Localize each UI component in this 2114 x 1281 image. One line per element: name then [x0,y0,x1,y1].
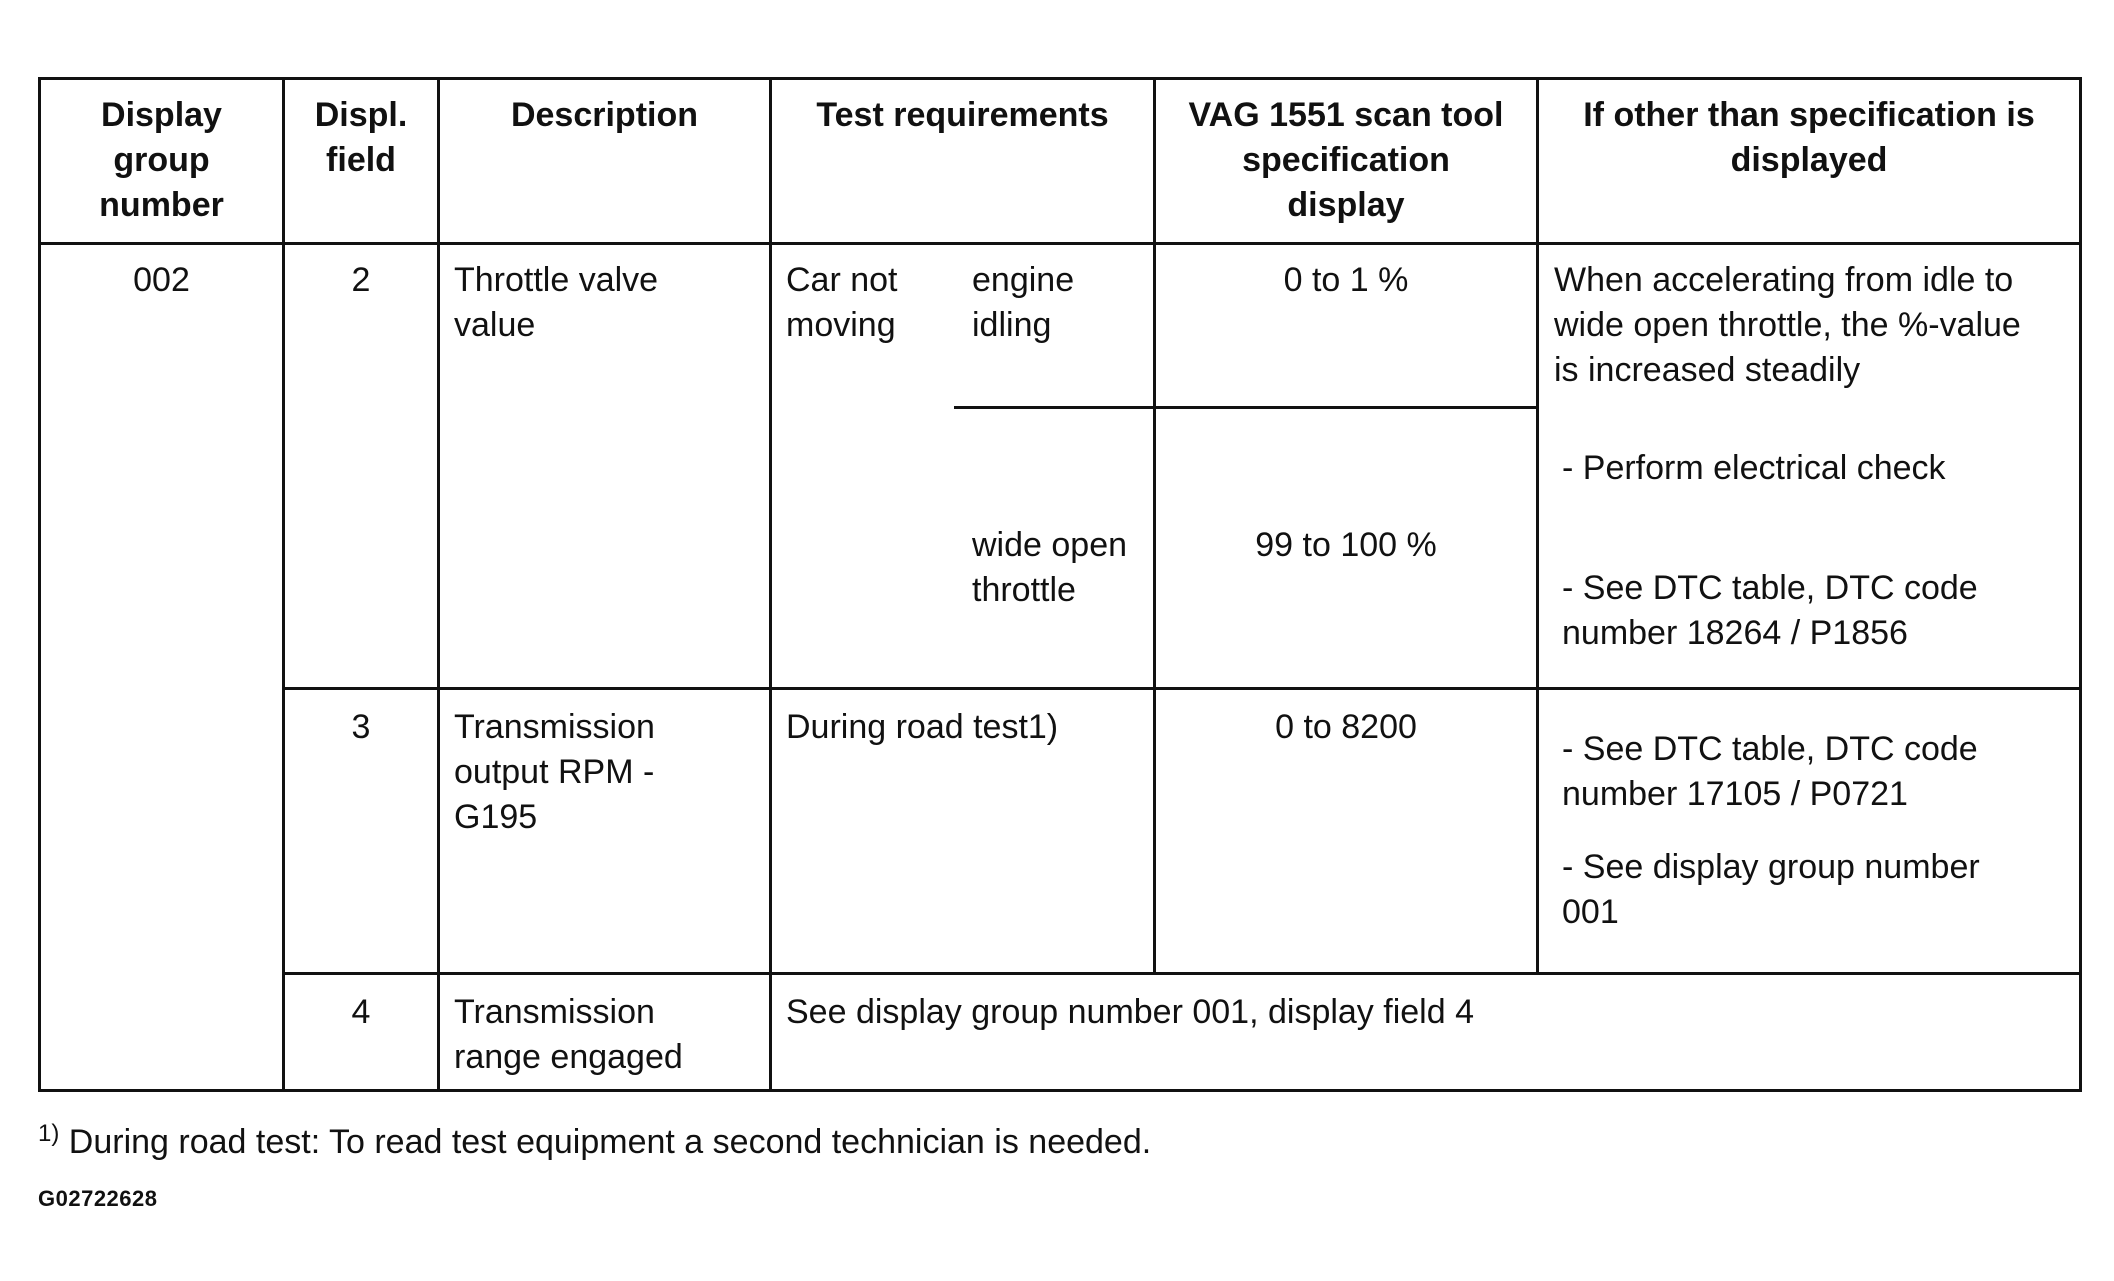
header-display-group-number: Display group number [99,96,224,224]
header-divider [38,242,2082,245]
row-description-2: Throttle valve value [454,261,659,344]
col-divider-5 [1536,77,1539,975]
row-field-4: 4 [351,993,371,1031]
header-description: Description [510,96,699,134]
row-description-4: Transmission range engaged [454,993,683,1076]
remedy-row3-text-1: - See DTC table, DTC code number 17105 / P0721 [1562,730,1978,813]
group-number: 002 [133,261,190,299]
footnote [38,1120,1151,1168]
footnote-marker: 1) [38,1120,60,1147]
row-divider-3 [282,972,2082,975]
remedy-row2-text-2: - Perform electrical check [1562,449,1946,487]
col-divider-2 [437,77,440,1092]
subcondition-wide-open-throttle: wide open throttle [972,526,1128,609]
row-divider-2 [282,687,2082,690]
row-condition-3: During road test1) [786,708,1059,746]
row-field-3: 3 [351,708,371,746]
header-spec-display: VAG 1551 scan tool specification display [1188,96,1504,224]
subcondition-divider [954,406,1536,409]
spec-engine-idling: 0 to 1 % [1283,261,1409,299]
header-if-other: If other than specification is displayed [1583,96,2035,179]
row-merged-note-4: See display group number 001, display field 4 [786,993,1474,1031]
spec-row-3: 0 to 8200 [1275,708,1417,746]
row-field-2: 2 [351,261,371,299]
col-divider-3 [769,77,772,1092]
row-condition-2: Car not moving [786,261,898,344]
spec-wide-open-throttle: 99 to 100 % [1255,526,1437,564]
footnote-text: During road test: To read test equipment a second technician is needed. [68,1123,1152,1161]
remedy-row3-text-2: - See display group number 001 [1562,848,1980,931]
row-description-3: Transmission output RPM - G195 [454,708,655,836]
remedy-row2-text-1: When accelerating from idle to wide open throttle, the %-value is increased steadily [1554,261,2021,389]
header-displ-field: Displ. field [314,96,408,179]
remedy-row2-text-3: - See DTC table, DTC code number 18264 / P1856 [1562,569,1978,652]
subcondition-engine-idling: engine idling [972,261,1075,344]
header-test-requirements: Test requirements [816,96,1109,134]
col-divider-1 [282,77,285,1092]
figure-id: G02722628 [38,1186,158,1211]
